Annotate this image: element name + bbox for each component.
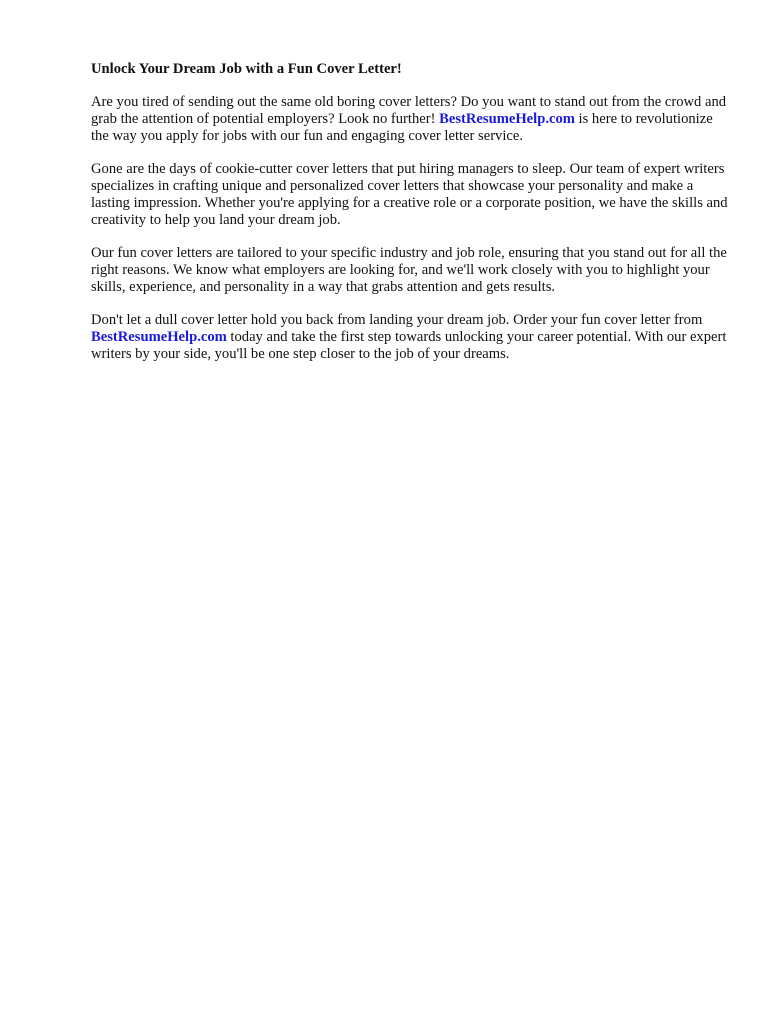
paragraph-intro [91, 94, 731, 145]
paragraph-call-to-action [91, 312, 731, 363]
paragraph-gone-are-the-days: Gone are the days of cookie-cutter cover letters that put hiring managers to sleep. Our team of expert writers specializes in crafting unique and personalized cover letters that showcase your personality and make a lasting impression. Whether you're applying for a creative role or a corporate position, we have the skills and creativity to help you land your dream job. [91, 161, 728, 228]
paragraph-intro-text-after: is here to revolutionize the way you apply for jobs with our fun and engaging cover letter service. [91, 111, 713, 144]
paragraph-cta-text-after: today and take the first step towards unlocking your career potential. With our expert writers by your side, you'll be one step closer to the job of your dreams. [91, 329, 727, 362]
bestresumehelp-link-cta[interactable]: BestResumeHelp.com [91, 329, 227, 345]
bestresumehelp-link[interactable]: BestResumeHelp.com [439, 111, 575, 127]
paragraph-tailored: Our fun cover letters are tailored to your specific industry and job role, ensuring that you stand out for all the right reasons. We know what employers are looking for, and we'll work closely with you to highlight your skills, experience, and personality in a way that grabs attention and gets results. [91, 245, 727, 295]
document-page [91, 61, 731, 379]
paragraph-cta-text-before: Don't let a dull cover letter hold you back from landing your dream job. Order your fun cover letter from [91, 312, 703, 328]
paragraph-intro-text-before: Are you tired of sending out the same old boring cover letters? Do you want to stand out from the crowd and grab the attention of potential employers? Look no further! [91, 94, 727, 127]
document-title: Unlock Your Dream Job with a Fun Cover Letter! [91, 61, 402, 77]
